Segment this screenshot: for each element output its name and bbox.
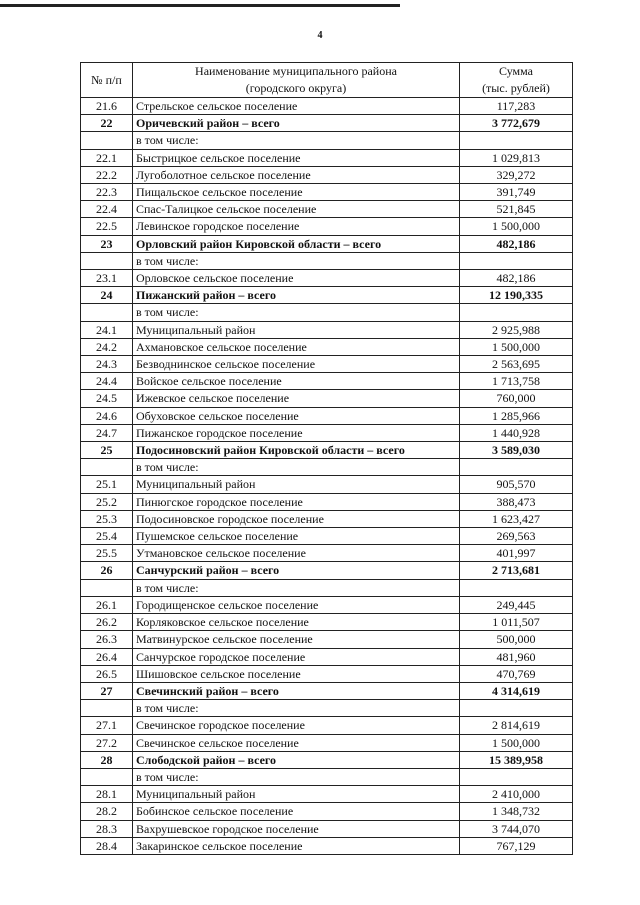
row-number-cell bbox=[81, 459, 133, 476]
row-number-cell: 25.2 bbox=[81, 493, 133, 510]
row-name-cell: в том числе: bbox=[133, 768, 460, 785]
row-number-cell: 26.4 bbox=[81, 648, 133, 665]
table-row bbox=[81, 304, 573, 321]
row-name-cell: Городищенское сельское поселение bbox=[133, 596, 460, 613]
row-name-cell: Бобинское сельское поселение bbox=[133, 803, 460, 820]
row-number-cell: 21.6 bbox=[81, 98, 133, 115]
row-name-cell: Матвинурское сельское поселение bbox=[133, 631, 460, 648]
row-name-cell: Ахмановское сельское поселение bbox=[133, 338, 460, 355]
row-number-cell: 27.1 bbox=[81, 717, 133, 734]
row-amount-cell: 1 348,732 bbox=[460, 803, 573, 820]
row-amount-cell: 117,283 bbox=[460, 98, 573, 115]
table-row bbox=[81, 338, 573, 355]
row-amount-cell: 2 713,681 bbox=[460, 562, 573, 579]
table-row bbox=[81, 356, 573, 373]
row-name-cell: Муниципальный район bbox=[133, 786, 460, 803]
table-row-district-total bbox=[81, 442, 573, 459]
table-row bbox=[81, 545, 573, 562]
row-amount-cell: 15 389,958 bbox=[460, 751, 573, 768]
row-amount-cell bbox=[460, 700, 573, 717]
row-name-cell: Орловский район Кировской области – всего bbox=[133, 235, 460, 252]
row-name-cell: Пижанское городское поселение bbox=[133, 424, 460, 441]
row-name-cell: Левинское городское поселение bbox=[133, 218, 460, 235]
table-row bbox=[81, 614, 573, 631]
row-amount-cell: 1 500,000 bbox=[460, 218, 573, 235]
row-name-cell: Утмановское сельское поселение bbox=[133, 545, 460, 562]
row-number-cell: 26.5 bbox=[81, 665, 133, 682]
budget-table bbox=[80, 62, 573, 855]
row-amount-cell bbox=[460, 304, 573, 321]
table-row-district-total bbox=[81, 562, 573, 579]
row-number-cell bbox=[81, 768, 133, 785]
top-rule-line bbox=[0, 4, 400, 7]
row-number-cell: 28.3 bbox=[81, 820, 133, 837]
row-number-cell: 22.4 bbox=[81, 201, 133, 218]
row-name-cell: в том числе: bbox=[133, 459, 460, 476]
header-amount: Сумма (тыс. рублей) bbox=[460, 63, 573, 98]
row-name-cell: Шишовское сельское поселение bbox=[133, 665, 460, 682]
row-number-cell bbox=[81, 700, 133, 717]
table-row bbox=[81, 373, 573, 390]
table-row bbox=[81, 717, 573, 734]
row-number-cell: 24.5 bbox=[81, 390, 133, 407]
table-row bbox=[81, 820, 573, 837]
row-amount-cell: 760,000 bbox=[460, 390, 573, 407]
row-amount-cell: 4 314,619 bbox=[460, 682, 573, 699]
row-name-cell: Санчурский район – всего bbox=[133, 562, 460, 579]
row-amount-cell: 2 814,619 bbox=[460, 717, 573, 734]
row-amount-cell: 905,570 bbox=[460, 476, 573, 493]
row-name-cell: Вахрушевское городское поселение bbox=[133, 820, 460, 837]
row-number-cell bbox=[81, 132, 133, 149]
row-number-cell: 25 bbox=[81, 442, 133, 459]
row-name-cell: Подосиновский район Кировской области – всего bbox=[133, 442, 460, 459]
table-row bbox=[81, 803, 573, 820]
table-body bbox=[81, 98, 573, 855]
row-number-cell: 25.1 bbox=[81, 476, 133, 493]
row-amount-cell: 767,129 bbox=[460, 837, 573, 854]
row-amount-cell: 1 285,966 bbox=[460, 407, 573, 424]
row-amount-cell: 481,960 bbox=[460, 648, 573, 665]
row-name-cell: Оричевский район – всего bbox=[133, 115, 460, 132]
row-number-cell: 25.5 bbox=[81, 545, 133, 562]
row-amount-cell: 3 589,030 bbox=[460, 442, 573, 459]
row-name-cell: Ижевское сельское поселение bbox=[133, 390, 460, 407]
row-amount-cell: 470,769 bbox=[460, 665, 573, 682]
table-row bbox=[81, 218, 573, 235]
row-name-cell: Стрельское сельское поселение bbox=[133, 98, 460, 115]
row-number-cell: 27.2 bbox=[81, 734, 133, 751]
row-name-cell: Пинюгское городское поселение bbox=[133, 493, 460, 510]
row-name-cell: Муниципальный район bbox=[133, 321, 460, 338]
table-row bbox=[81, 734, 573, 751]
row-amount-cell: 500,000 bbox=[460, 631, 573, 648]
row-amount-cell: 249,445 bbox=[460, 596, 573, 613]
row-name-cell: Безводнинское сельское поселение bbox=[133, 356, 460, 373]
row-number-cell: 28.1 bbox=[81, 786, 133, 803]
table-row bbox=[81, 270, 573, 287]
table-row bbox=[81, 132, 573, 149]
row-name-cell: Спас-Талицкое сельское поселение bbox=[133, 201, 460, 218]
row-number-cell: 26.3 bbox=[81, 631, 133, 648]
row-number-cell bbox=[81, 579, 133, 596]
table-header bbox=[81, 63, 573, 98]
row-number-cell: 23.1 bbox=[81, 270, 133, 287]
table-row bbox=[81, 665, 573, 682]
row-amount-cell: 401,997 bbox=[460, 545, 573, 562]
row-name-cell: Пушемское сельское поселение bbox=[133, 528, 460, 545]
row-amount-cell: 1 011,507 bbox=[460, 614, 573, 631]
table-row-district-total bbox=[81, 682, 573, 699]
table-row bbox=[81, 390, 573, 407]
row-number-cell: 24.6 bbox=[81, 407, 133, 424]
row-number-cell bbox=[81, 252, 133, 269]
row-number-cell: 22.2 bbox=[81, 166, 133, 183]
row-amount-cell: 1 500,000 bbox=[460, 338, 573, 355]
table-row bbox=[81, 579, 573, 596]
row-name-cell: Орловское сельское поселение bbox=[133, 270, 460, 287]
row-name-cell: Свечинское сельское поселение bbox=[133, 734, 460, 751]
row-number-cell: 25.4 bbox=[81, 528, 133, 545]
page-number: 4 bbox=[317, 30, 323, 41]
table-row bbox=[81, 768, 573, 785]
row-amount-cell: 388,473 bbox=[460, 493, 573, 510]
row-number-cell: 24.1 bbox=[81, 321, 133, 338]
row-amount-cell: 2 410,000 bbox=[460, 786, 573, 803]
row-name-cell: Пижанский район – всего bbox=[133, 287, 460, 304]
row-amount-cell: 482,186 bbox=[460, 270, 573, 287]
row-number-cell: 27 bbox=[81, 682, 133, 699]
table-row bbox=[81, 631, 573, 648]
table-row bbox=[81, 252, 573, 269]
row-amount-cell: 3 772,679 bbox=[460, 115, 573, 132]
row-number-cell: 22.3 bbox=[81, 184, 133, 201]
table-row bbox=[81, 459, 573, 476]
row-name-cell: Обуховское сельское поселение bbox=[133, 407, 460, 424]
row-number-cell: 24.3 bbox=[81, 356, 133, 373]
row-amount-cell: 1 029,813 bbox=[460, 149, 573, 166]
header-name: Наименование муниципального района (городского округа) bbox=[133, 63, 460, 98]
table-row bbox=[81, 149, 573, 166]
row-name-cell: Подосиновское городское поселение bbox=[133, 510, 460, 527]
table-row bbox=[81, 98, 573, 115]
row-name-cell: в том числе: bbox=[133, 252, 460, 269]
table-row bbox=[81, 476, 573, 493]
row-amount-cell: 482,186 bbox=[460, 235, 573, 252]
row-amount-cell: 1 500,000 bbox=[460, 734, 573, 751]
row-amount-cell bbox=[460, 768, 573, 785]
row-name-cell: Лугоболотное сельское поселение bbox=[133, 166, 460, 183]
row-number-cell: 22.1 bbox=[81, 149, 133, 166]
table-row bbox=[81, 700, 573, 717]
row-amount-cell: 2 563,695 bbox=[460, 356, 573, 373]
row-number-cell: 24 bbox=[81, 287, 133, 304]
table-row bbox=[81, 201, 573, 218]
table-row bbox=[81, 407, 573, 424]
table-row bbox=[81, 648, 573, 665]
table-row bbox=[81, 493, 573, 510]
table-row bbox=[81, 596, 573, 613]
row-number-cell: 22.5 bbox=[81, 218, 133, 235]
row-amount-cell bbox=[460, 132, 573, 149]
row-name-cell: Слободской район – всего bbox=[133, 751, 460, 768]
row-number-cell: 28.2 bbox=[81, 803, 133, 820]
row-number-cell: 26.1 bbox=[81, 596, 133, 613]
row-name-cell: Закаринское сельское поселение bbox=[133, 837, 460, 854]
row-name-cell: Свечинский район – всего bbox=[133, 682, 460, 699]
row-amount-cell: 329,272 bbox=[460, 166, 573, 183]
table-row bbox=[81, 510, 573, 527]
table-row bbox=[81, 166, 573, 183]
row-number-cell: 24.2 bbox=[81, 338, 133, 355]
header-num: № п/п bbox=[81, 63, 133, 98]
row-amount-cell: 521,845 bbox=[460, 201, 573, 218]
row-number-cell: 22 bbox=[81, 115, 133, 132]
table-row bbox=[81, 424, 573, 441]
row-name-cell: Войское сельское поселение bbox=[133, 373, 460, 390]
row-name-cell: Быстрицкое сельское поселение bbox=[133, 149, 460, 166]
row-name-cell: Муниципальный район bbox=[133, 476, 460, 493]
row-number-cell: 28 bbox=[81, 751, 133, 768]
row-amount-cell: 12 190,335 bbox=[460, 287, 573, 304]
row-number-cell bbox=[81, 304, 133, 321]
row-amount-cell: 391,749 bbox=[460, 184, 573, 201]
row-number-cell: 25.3 bbox=[81, 510, 133, 527]
row-amount-cell: 1 623,427 bbox=[460, 510, 573, 527]
row-amount-cell bbox=[460, 579, 573, 596]
row-amount-cell: 1 440,928 bbox=[460, 424, 573, 441]
row-number-cell: 26 bbox=[81, 562, 133, 579]
row-number-cell: 24.4 bbox=[81, 373, 133, 390]
table-row-district-total bbox=[81, 751, 573, 768]
row-number-cell: 26.2 bbox=[81, 614, 133, 631]
row-amount-cell bbox=[460, 459, 573, 476]
row-name-cell: Свечинское городское поселение bbox=[133, 717, 460, 734]
row-number-cell: 28.4 bbox=[81, 837, 133, 854]
row-name-cell: Корляковское сельское поселение bbox=[133, 614, 460, 631]
row-name-cell: в том числе: bbox=[133, 304, 460, 321]
table-row bbox=[81, 184, 573, 201]
row-name-cell: Пищальское сельское поселение bbox=[133, 184, 460, 201]
row-name-cell: в том числе: bbox=[133, 700, 460, 717]
table-row-district-total bbox=[81, 115, 573, 132]
row-amount-cell: 2 925,988 bbox=[460, 321, 573, 338]
table-row bbox=[81, 528, 573, 545]
table-row bbox=[81, 837, 573, 854]
row-amount-cell: 3 744,070 bbox=[460, 820, 573, 837]
row-amount-cell: 269,563 bbox=[460, 528, 573, 545]
table-row bbox=[81, 321, 573, 338]
row-name-cell: в том числе: bbox=[133, 132, 460, 149]
row-name-cell: в том числе: bbox=[133, 579, 460, 596]
table-row-district-total bbox=[81, 235, 573, 252]
table-row-district-total bbox=[81, 287, 573, 304]
row-amount-cell bbox=[460, 252, 573, 269]
table-row bbox=[81, 786, 573, 803]
row-number-cell: 23 bbox=[81, 235, 133, 252]
row-amount-cell: 1 713,758 bbox=[460, 373, 573, 390]
row-number-cell: 24.7 bbox=[81, 424, 133, 441]
row-name-cell: Санчурское городское поселение bbox=[133, 648, 460, 665]
